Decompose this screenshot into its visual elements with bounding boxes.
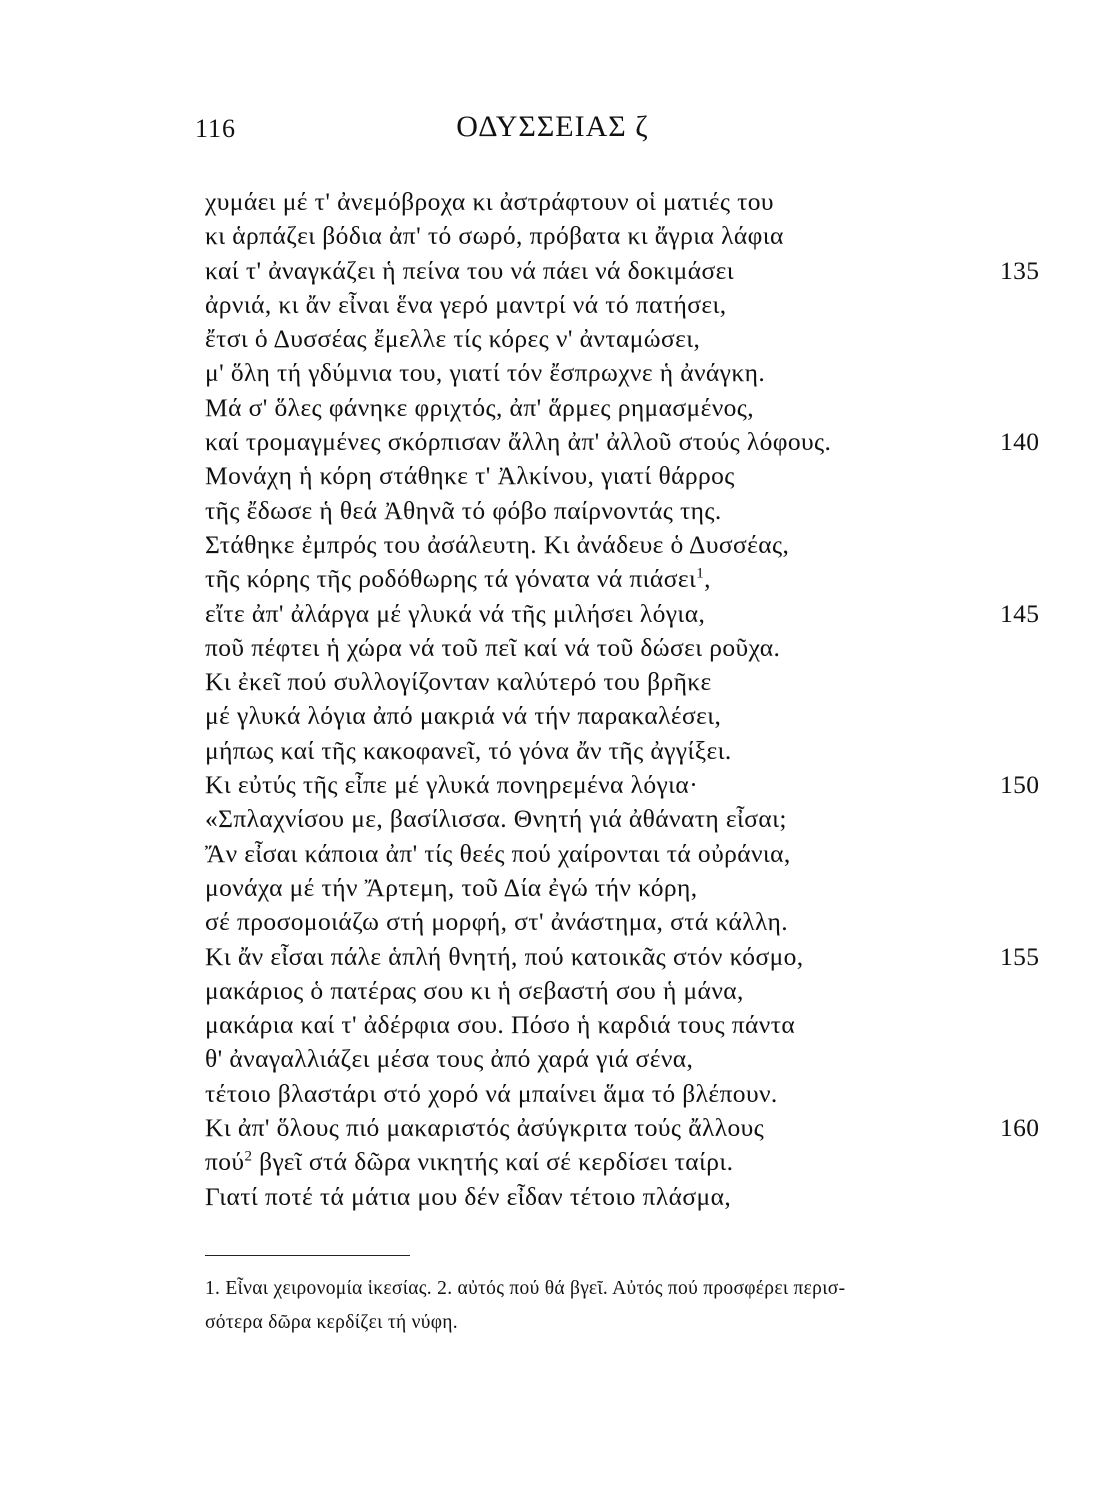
verse-text: μέ γλυκά λόγια ἀπό μακριά νά τήν παρακαλέσει, — [205, 701, 722, 731]
verse-line — [205, 288, 1065, 322]
verse-text: Κι ἄν εἶσαι πάλε ἁπλή θνητή, πού κατοικᾶς στόν κόσμο, — [205, 941, 804, 971]
verse-text: μήπως καί τῆς κακοφανεῖ, τό γόνα ἄν τῆς ἀγγίξει. — [205, 735, 732, 765]
verse-line — [205, 631, 1065, 665]
verse-line — [205, 1008, 1065, 1042]
verse-line — [205, 1180, 1065, 1214]
verse-text: καί τρομαγμένες σκόρπισαν ἄλλη ἀπ' ἀλλοῦ στούς λόφους. — [205, 427, 832, 457]
verse-text: κι ἁρπάζει βόδια ἀπ' τό σωρό, πρόβατα κι ἄγρια λάφια — [205, 221, 784, 251]
verse-line — [205, 494, 1065, 528]
verse-line — [205, 974, 1065, 1008]
verse-line — [205, 802, 1065, 836]
verse-line — [205, 1145, 1065, 1179]
verse-text: μονάχα μέ τήν Ἄρτεμη, τοῦ Δία ἐγώ τήν κόρη, — [205, 872, 698, 902]
verse-line — [205, 322, 1065, 356]
verse-line — [205, 734, 1065, 768]
verse-text-main: πού — [205, 1147, 245, 1177]
verse-text: τέτοιο βλαστάρι στό χορό νά μπαίνει ἅμα τό βλέπουν. — [205, 1078, 778, 1108]
verse-text: Μά σ' ὅλες φάνηκε φριχτός, ἀπ' ἅρμες ρημασμένος, — [205, 392, 755, 422]
verse-text: Κι ἀπ' ὅλους πιό μακαριστός ἀσύγκριτα τούς ἄλλους — [205, 1113, 765, 1143]
verse-line — [205, 837, 1065, 871]
verse-line — [205, 254, 1065, 288]
verse-text: Κι ἐκεῖ πού συλλογίζονταν καλύτερό του βρῆκε — [205, 667, 712, 697]
verse-text: ποῦ πέφτει ἡ χώρα νά τοῦ πεῖ καί νά τοῦ δώσει ροῦχα. — [205, 632, 781, 662]
verse-text: ἔτσι ὁ Δυσσέας ἔμελλε τίς κόρες ν' ἀνταμώσει, — [205, 324, 701, 354]
verse-line — [205, 356, 1065, 390]
verse-text: Στάθηκε ἐμπρός του ἀσάλευτη. Κι ἀνάδευε ὁ Δυσσέας, — [205, 529, 790, 559]
line-number: 150 — [1000, 770, 1040, 800]
verse-line — [205, 185, 1065, 219]
verse-text: «Σπλαχνίσου με, βασίλισσα. Θνητή γιά ἀθάνατη εἶσαι; — [205, 804, 787, 834]
footnote-divider — [205, 1255, 410, 1256]
page-number: 116 — [195, 114, 237, 143]
verse-text: Μονάχη ἡ κόρη στάθηκε τ' Ἀλκίνου, γιατί θάρρος — [205, 461, 735, 491]
verse-text: τῆς ἔδωσε ἡ θεά Ἀθηνᾶ τό φόβο παίρνοντάς της. — [205, 495, 722, 525]
verse-text: μ' ὅλη τή γδύμνια του, γιατί τόν ἔσπρωχνε ἡ ἀνάγκη. — [205, 358, 766, 388]
verse-text: Ἄν εἶσαι κάποια ἀπ' τίς θεές πού χαίρονται τά οὐράνια, — [205, 838, 791, 868]
line-number: 135 — [1000, 255, 1040, 285]
line-number: 145 — [1000, 598, 1040, 628]
verse-line — [205, 1042, 1065, 1076]
line-number: 140 — [1000, 427, 1040, 457]
verse-line — [205, 871, 1065, 905]
verse-block — [205, 185, 1065, 1214]
verse-line — [205, 905, 1065, 939]
verse-text: θ' ἀναγαλλιάζει μέσα τους ἀπό χαρά γιά σένα, — [205, 1044, 694, 1074]
verse-text: ἀρνιά, κι ἄν εἶναι ἕνα γερό μαντρί νά τό πατήσει, — [205, 289, 727, 319]
verse-line — [205, 940, 1065, 974]
verse-line — [205, 219, 1065, 253]
verse-text-tail: , — [704, 564, 711, 594]
verse-text: Γιατί ποτέ τά μάτια μου δέν εἶδαν τέτοιο πλάσμα, — [205, 1181, 732, 1211]
verse-text: χυμάει μέ τ' ἀνεμόβροχα κι ἀστράφτουν οἱ ματιές του — [205, 187, 774, 216]
verse-text-tail: βγεῖ στά δῶρα νικητής καί σέ κερδίσει ταίρι. — [252, 1147, 734, 1177]
verse-line — [205, 528, 1065, 562]
verse-line — [205, 1077, 1065, 1111]
verse-text: εἴτε ἀπ' ἀλάργα μέ γλυκά νά τῆς μιλήσει λόγια, — [205, 598, 706, 628]
footnote-line: 1. Εἶναι χειρονομία ἱκεσίας. 2. αὐτός πού θά βγεῖ. Αὐτός πού προσφέρει περισ- — [205, 1278, 846, 1299]
verse-line — [205, 425, 1065, 459]
verse-line — [205, 562, 1065, 596]
verse-line — [205, 597, 1065, 631]
footnotes — [205, 1272, 1065, 1340]
verse-line — [205, 1111, 1065, 1145]
verse-line — [205, 459, 1065, 493]
verse-text: Κι εὐτύς τῆς εἶπε μέ γλυκά πονηρεμένα λόγια· — [205, 770, 699, 800]
footnote-marker: 1 — [696, 565, 705, 582]
footnote-line: σότερα δῶρα κερδίζει τή νύφη. — [205, 1312, 458, 1333]
verse-text: σέ προσομοιάζω στή μορφή, στ' ἀνάστημα, στά κάλλη. — [205, 907, 789, 937]
verse-line — [205, 665, 1065, 699]
line-number: 155 — [1000, 941, 1040, 971]
verse-text — [205, 1145, 733, 1179]
line-number: 160 — [1000, 1113, 1040, 1143]
verse-text-main: τῆς κόρης τῆς ροδόθωρης τά γόνατα νά πιάσει — [205, 564, 697, 594]
footnote-marker: 2 — [244, 1148, 253, 1165]
verse-line — [205, 391, 1065, 425]
verse-text: καί τ' ἀναγκάζει ἡ πείνα του νά πάει νά δοκιμάσει — [205, 255, 734, 285]
verse-line — [205, 699, 1065, 733]
verse-text: μακάριος ὁ πατέρας σου κι ἡ σεβαστή σου ἡ μάνα, — [205, 975, 744, 1005]
verse-line — [205, 768, 1065, 802]
verse-text — [205, 562, 711, 596]
verse-text: μακάρια καί τ' ἀδέρφια σου. Πόσο ἡ καρδιά τους πάντα — [205, 1010, 796, 1040]
running-title: ΟΔΥΣΣΕΙΑΣ ζ — [456, 110, 649, 143]
